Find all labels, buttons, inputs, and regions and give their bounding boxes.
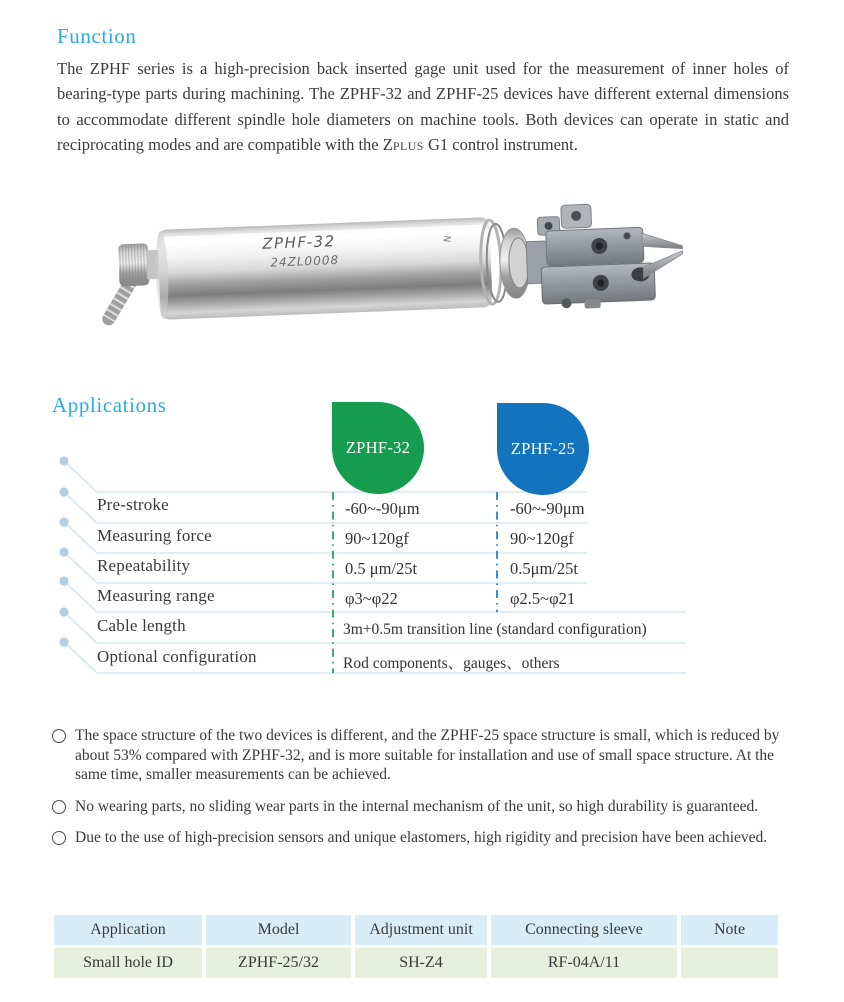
table-header-row (54, 915, 778, 945)
cylinder-body (154, 216, 531, 320)
list-item (52, 828, 797, 848)
value-cable-length: 3m+0.5m transition line (standard configuration) (343, 621, 647, 638)
value-repeatability-zphf25: 0.5μm/25t (510, 559, 578, 578)
header-note: Note (681, 915, 778, 945)
row-label-measuring-force: Measuring force (97, 526, 212, 545)
function-paragraph-end: G1 control instrument. (423, 135, 578, 155)
cell-connecting-sleeve: RF-04A/11 (491, 948, 677, 978)
column-badge-zphf32 (332, 402, 424, 494)
row-dots (59, 456, 68, 646)
engraving-mark: N (443, 235, 454, 244)
row-label-cable-length: Cable length (97, 616, 186, 635)
lower-prong (643, 251, 684, 279)
row-label-measuring-range: Measuring range (97, 586, 215, 605)
applications-heading: Applications (52, 393, 167, 417)
zphf25-badge-label: ZPHF-25 (510, 439, 576, 458)
value-optional-configuration: Rod components、gauges、others (343, 655, 560, 672)
bullet-text-high-rigidity: Due to the use of high-precision sensors and unique elastomers, high rigidity and precision have been achieved. (75, 829, 768, 847)
value-repeatability-zphf32: 0.5 μm/25t (345, 559, 418, 578)
function-heading: Function (57, 24, 137, 48)
cell-note (681, 948, 778, 978)
column-badge-zphf25 (497, 403, 589, 495)
ordering-table-grid (50, 912, 782, 981)
value-measuring-force-zphf32: 90~120gf (345, 529, 409, 548)
header-connecting-sleeve: Connecting sleeve (491, 915, 677, 945)
bullet-text-no-wearing-parts: No wearing parts, no sliding wear parts in the internal mechanism of the unit, so high durability is guaranteed. (75, 797, 759, 815)
function-paragraph (57, 56, 789, 160)
bullet-circle-icon (52, 800, 66, 814)
value-measuring-range-zphf32: φ3~φ22 (345, 589, 398, 608)
zplus-brand-smallcaps: PLUS (392, 139, 424, 154)
zphf32-badge-label: ZPHF-32 (345, 438, 411, 457)
product-photo (95, 186, 685, 338)
engraving-serial: 24ZL0008 (270, 252, 340, 270)
rear-collar (118, 243, 162, 287)
list-item (52, 797, 797, 817)
cell-application: Small hole ID (54, 948, 202, 978)
bullet-circle-icon (52, 729, 66, 743)
list-item (52, 726, 797, 785)
engraving-model: ZPHF-32 (261, 232, 337, 253)
applications-spec-table (0, 400, 844, 692)
header-application: Application (54, 915, 202, 945)
row-label-repeatability: Repeatability (97, 556, 191, 575)
probe-head (525, 201, 685, 311)
value-pre-stroke-zphf25: -60~-90μm (510, 499, 585, 518)
bullet-text-space-structure: The space structure of the two devices is different, and the ZPHF-25 space structure is small, which is reduced by about 53% compared with ZPHF-32, and is more suitable for installation and use of small space structure. At the same time, smaller measurements can be achieved. (75, 727, 780, 784)
cell-model: ZPHF-25/32 (206, 948, 351, 978)
header-adjustment-unit: Adjustment unit (355, 915, 487, 945)
value-measuring-range-zphf25: φ2.5~φ21 (510, 589, 576, 608)
feature-bullets (52, 726, 797, 860)
function-paragraph-text: The ZPHF series is a high-precision back inserted gage unit used for the measurement of inner holes of bearing-type parts during machining. The ZPHF-32 and ZPHF-25 devices have different external dimensions to accommodate different spindle hole diameters on machine tools. Both devices can operate in static and reciprocating modes and are compatible with the Z (57, 59, 789, 155)
value-pre-stroke-zphf32: -60~-90μm (345, 499, 420, 518)
table-row (54, 948, 778, 978)
header-model: Model (206, 915, 351, 945)
upper-prong (642, 232, 683, 251)
cell-adjustment-unit: SH-Z4 (355, 948, 487, 978)
bullet-circle-icon (52, 831, 66, 845)
value-measuring-force-zphf25: 90~120gf (510, 529, 574, 548)
row-label-pre-stroke: Pre-stroke (97, 495, 169, 514)
row-label-optional-configuration: Optional configuration (97, 647, 257, 666)
ordering-table (50, 912, 782, 981)
